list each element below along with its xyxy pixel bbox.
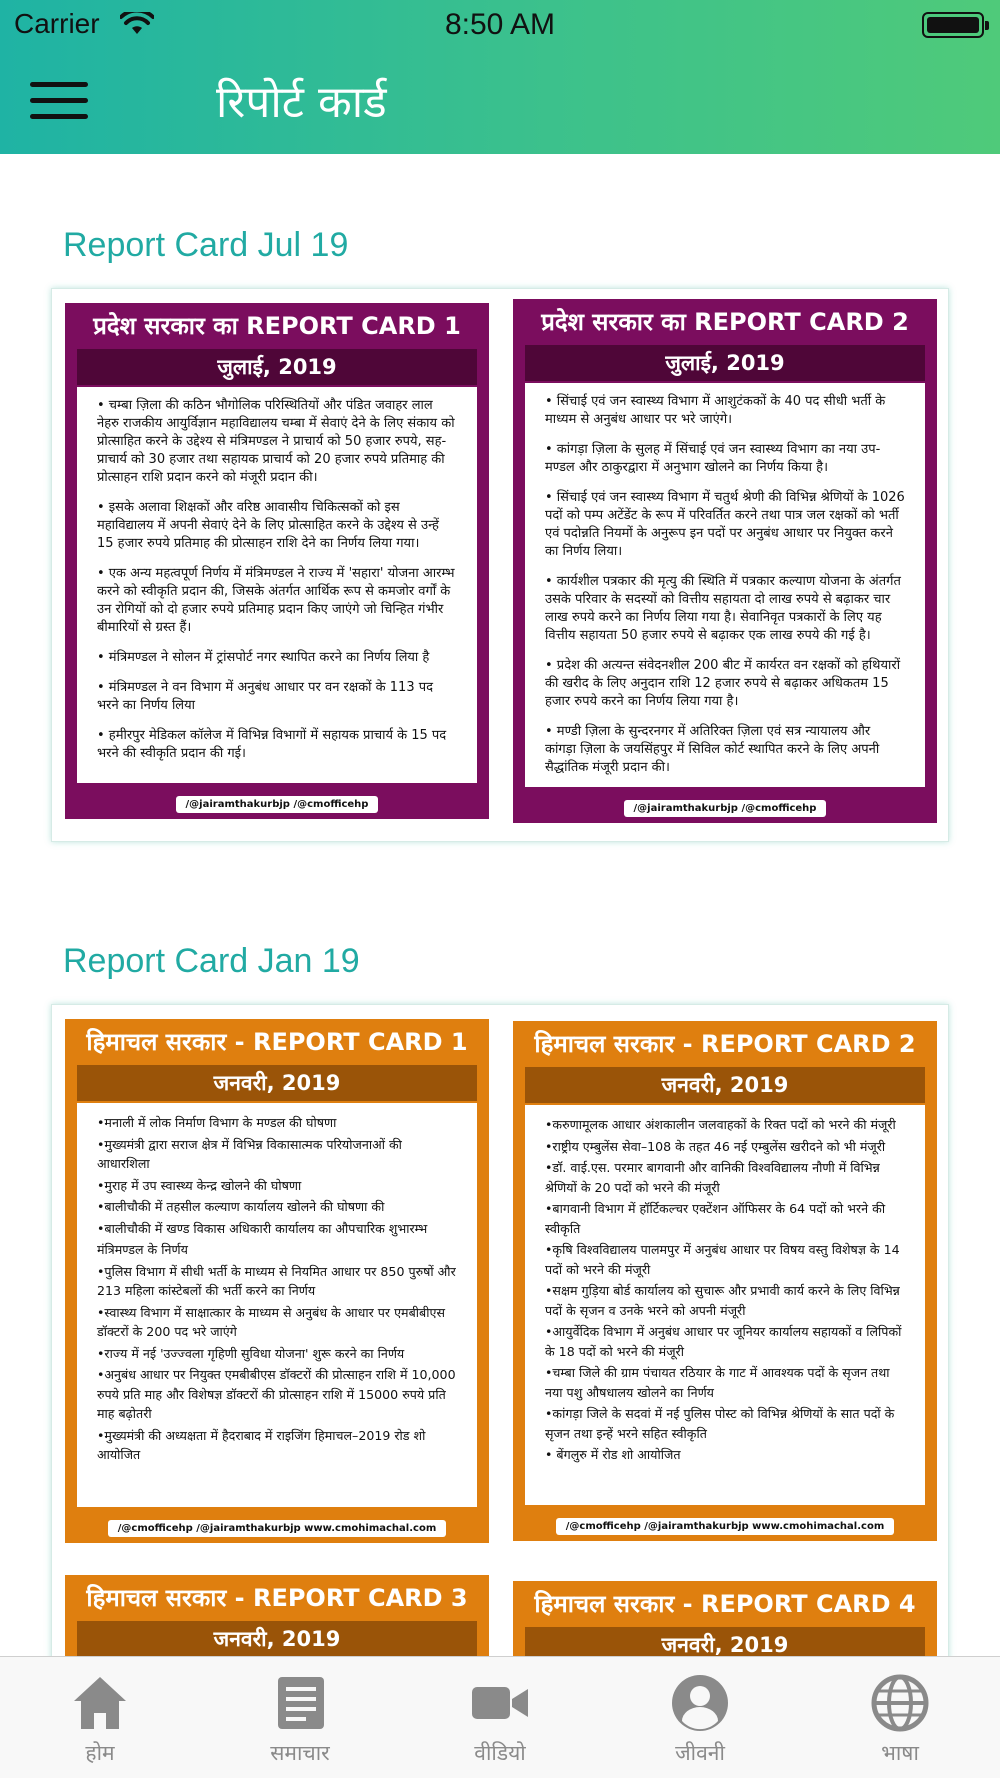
tab-label: जीवनी bbox=[675, 1741, 725, 1765]
card-item: • एक अन्य महत्वपूर्ण निर्णय में मंत्रिमण्डल ने राज्य में 'सहारा' योजना आरम्भ करने को स्वीकृति प्रदान की, जिसके अंतर्गत आर्थिक रूप से कमजोर वर्गों के उन रोगियों को दो हजार रुपये प्रतिमाह प्रदान किए जाएंगे जो चिन्हित गंभीर बीमारियों से ग्रस्त हैं। bbox=[97, 566, 455, 635]
card-item: •आयुर्वेदिक विभाग में अनुबंध आधार पर जूनियर कार्यालय सहायकों व लिपिकों के 18 पदों को भरने की मंजूरी bbox=[545, 1324, 902, 1359]
card-month: जनवरी, 2019 bbox=[525, 1067, 925, 1103]
card-item: •पुलिस विभाग में सीधी भर्ती के माध्यम से नियमित आधार पर 850 पुरुषों और 213 महिला कांस्टेबलों की भर्ती करने का निर्णय bbox=[97, 1263, 456, 1298]
card-footer bbox=[513, 1514, 937, 1535]
card-item: • चम्बा ज़िला की कठिन भौगोलिक परिस्थितियों और पंडित जवाहर लाल नेहरु राजकीय आयुर्विज्ञान महाविद्यालय चम्बा में सेवाएं देने के लिए संकाय को प्रोत्साहित करने के उद्देश्य से मंत्रिमण्डल ने प्राचार्य को 50 हजार रुपये, सह-प्राचार्य को 30 हजार तथा सहायक प्राचार्य को 20 हजार रुपये प्रतिमाह की प्रोत्साहन राशि प्रदान करने को मंजूरी प्रदान की। bbox=[97, 398, 455, 485]
report-card-thumbnail[interactable] bbox=[65, 303, 489, 819]
card-item: • मंत्रिमण्डल ने वन विभाग में अनुबंध आधार पर वन रक्षकों के 113 पद भरने का निर्णय लिया bbox=[97, 680, 434, 713]
report-card-thumbnail[interactable] bbox=[65, 1575, 489, 1656]
tab-video[interactable] bbox=[400, 1657, 600, 1778]
battery-icon bbox=[922, 12, 984, 38]
card-body bbox=[77, 1103, 477, 1507]
home-icon bbox=[70, 1673, 130, 1733]
report-card-thumbnail[interactable] bbox=[65, 1019, 489, 1543]
tab-language[interactable] bbox=[800, 1657, 1000, 1778]
card-title: हिमाचल सरकार - REPORT CARD 4 bbox=[534, 1590, 916, 1618]
card-item: • सिंचाई एवं जन स्वास्थ्य विभाग में चतुर्थ श्रेणी की विभिन्न श्रेणियों के 1026 पदों को पम्प अटेंडेंट के रूप में परिवर्तित करने तथा पात्र जल रक्षकों को भर्ती एवं पदोन्नति नियमों के अनुरूप इन पदों पर अनुबंध आधार पर नियुक्त करने का निर्णय लिया। bbox=[545, 490, 905, 559]
globe-icon bbox=[870, 1673, 930, 1733]
status-bar bbox=[0, 0, 1000, 50]
tab-label: होम bbox=[85, 1741, 115, 1765]
report-card-thumbnail[interactable] bbox=[513, 1581, 937, 1656]
bottom-tab-bar bbox=[0, 1656, 1000, 1778]
card-item: • मण्डी ज़िला के सुन्दरनगर में अतिरिक्त ज़िला एवं सत्र न्यायालय और कांगड़ा ज़िला के जयसिंहपुर में सिविल कोर्ट स्थापित करने के लिए अपनी सैद्धांतिक मंजूरी प्रदान की। bbox=[545, 724, 880, 775]
card-item: • मंत्रिमण्डल ने सोलन में ट्रांसपोर्ट नगर स्थापित करने का निर्णय लिया है bbox=[97, 650, 430, 665]
section-title: Report Card Jul 19 bbox=[63, 226, 349, 264]
card-item: • कांगड़ा ज़िला के सुलह में सिंचाई एवं जन स्वास्थ्य विभाग का नया उप-मण्डल और ठाकुरद्वारा में अनुभाग खोलने का निर्णय किया है। bbox=[545, 442, 881, 475]
card-month: जुलाई, 2019 bbox=[77, 349, 477, 385]
tab-news[interactable] bbox=[200, 1657, 400, 1778]
tab-label: समाचार bbox=[270, 1741, 330, 1765]
card-item: •मुराह में उप स्वास्थ्य केन्द्र खोलने की घोषणा bbox=[97, 1177, 302, 1193]
card-title: हिमाचल सरकार - REPORT CARD 1 bbox=[86, 1028, 468, 1056]
card-title: प्रदेश सरकार का REPORT CARD 1 bbox=[93, 312, 461, 340]
card-item: •मुख्यमंत्री की अध्यक्षता में हैदराबाद में राइजिंग हिमाचल–2019 रोड शो आयोजित bbox=[97, 1427, 426, 1462]
card-item: •कांगड़ा जिले के सदवां में नई पुलिस पोस्ट को विभिन्न श्रेणियों के सात पदों के सृजन तथा इन्हें भरने सहित स्वीकृति bbox=[545, 1406, 895, 1441]
card-body bbox=[77, 387, 477, 783]
card-month: जनवरी, 2019 bbox=[77, 1065, 477, 1101]
card-footer bbox=[513, 796, 937, 817]
report-card-thumbnail[interactable] bbox=[513, 299, 937, 823]
card-footer bbox=[65, 1516, 489, 1537]
social-handles: /@jairamthakurbjp /@cmofficehp bbox=[624, 800, 827, 817]
carrier-label: Carrier bbox=[14, 8, 100, 39]
card-item: • प्रदेश की अत्यन्त संवेदनशील 200 बीट में कार्यरत वन रक्षकों को हथियारों की खरीद के लिए अनुदान राशि 12 हजार रुपये से बढ़ाकर अधिकतम 15 हजार रुपये करने का निर्णय लिया गया है। bbox=[545, 658, 901, 709]
card-item: •कृषि विश्वविद्यालय पालमपुर में अनुबंध आधार पर विषय वस्तु विशेषज्ञ के 14 पदों को भरने की मंजूरी bbox=[545, 1242, 900, 1277]
card-item: मंत्रिमण्डल के निर्णय bbox=[97, 1242, 188, 1257]
card-item: •बालीचौकी में खण्ड विकास अधिकारी कार्यालय का औपचारिक शुभारम्भ bbox=[97, 1220, 428, 1236]
profile-icon bbox=[670, 1673, 730, 1733]
card-title: हिमाचल सरकार - REPORT CARD 3 bbox=[86, 1584, 468, 1612]
card-item: • सिंचाई एवं जन स्वास्थ्य विभाग में आशुटंककों के 40 पद सीधी भर्ती के माध्यम से अनुबंध आधार पर भरे जाएंगे। bbox=[545, 394, 886, 427]
card-month: जुलाई, 2019 bbox=[525, 345, 925, 381]
social-handles: /@jairamthakurbjp /@cmofficehp bbox=[176, 796, 379, 813]
social-handles: /@cmofficehp /@jairamthakurbjp www.cmohimachal.com bbox=[556, 1518, 894, 1535]
card-item: •राज्य में नई 'उज्ज्वला गृहिणी सुविधा योजना' शुरू करने का निर्णय bbox=[97, 1345, 405, 1361]
card-item: •करुणामूलक आधार अंशकालीन जलवाहकों के रिक्त पदों को भरने की मंजूरी bbox=[545, 1117, 896, 1132]
card-title: प्रदेश सरकार का REPORT CARD 2 bbox=[541, 308, 909, 336]
report-card-thumbnail[interactable] bbox=[513, 1021, 937, 1541]
card-item: • बेंगलुरु में रोड शो आयोजित bbox=[545, 1447, 681, 1462]
section-title: Report Card Jan 19 bbox=[63, 942, 360, 980]
report-card-list[interactable] bbox=[0, 154, 1000, 1656]
tab-label: भाषा bbox=[881, 1741, 919, 1765]
hamburger-menu-icon[interactable] bbox=[30, 78, 88, 122]
card-item: •राष्ट्रीय एम्बुलेंस सेवा–108 के तहत 46 नई एम्बुलेंस खरीदने को भी मंजूरी bbox=[545, 1138, 886, 1154]
tab-label: वीडियो bbox=[474, 1741, 526, 1765]
card-item: •बागवानी विभाग में हॉर्टिकल्चर एक्टेंशन ऑफिसर के 64 पदों को भरने की स्वीकृति bbox=[545, 1201, 886, 1236]
app-header bbox=[0, 0, 1000, 154]
card-title: हिमाचल सरकार - REPORT CARD 2 bbox=[534, 1030, 916, 1058]
card-item: •मनाली में लोक निर्माण विभाग के मण्डल की घोषणा bbox=[97, 1115, 337, 1130]
tab-biography[interactable] bbox=[600, 1657, 800, 1778]
card-item: •चम्बा जिले की ग्राम पंचायत रठियार के गाट में आवश्यक पदों के सृजन तथा नया पशु औषधालय खोलने का निर्णय bbox=[545, 1365, 890, 1400]
card-item: • कार्यशील पत्रकार की मृत्यु की स्थिति में पत्रकार कल्याण योजना के अंतर्गत उसके परिवार के सदस्यों को वित्तीय सहायता दो लाख रुपये से बढ़ाकर चार लाख रुपये करने का निर्णय लिया गया है। सेवानिवृत पत्रकारों के लिए यह वित्तीय सहायता 50 हजार रुपये से बढ़ाकर एक लाख रुपये की गई है। bbox=[545, 574, 901, 643]
card-body bbox=[525, 383, 925, 787]
report-card-gallery bbox=[51, 288, 949, 842]
card-item: •बालीचौकी में तहसील कल्याण कार्यालय खोलने की घोषणा की bbox=[97, 1199, 385, 1214]
news-icon bbox=[270, 1673, 330, 1733]
card-item: •सक्षम गुड़िया बोर्ड कार्यालय को सुचारू और प्रभावी कार्य करने के लिए विभिन्न पदों के सृजन व उनके भरने को अपनी मंजूरी bbox=[545, 1283, 900, 1318]
status-time: 8:50 AM bbox=[444, 8, 556, 41]
video-icon bbox=[470, 1673, 530, 1733]
card-month: जनवरी, 2019 bbox=[525, 1627, 925, 1656]
card-item: •अनुबंध आधार पर नियुक्त एमबीबीएस डॉक्टरों की प्रोत्साहन राशि में 10,000 रुपये प्रति माह और विशेषज्ञ डॉक्टरों की प्रोत्साहन राशि में 15000 रुपये प्रति माह बढ़ोतरी bbox=[97, 1367, 456, 1421]
card-item: •स्वास्थ्य विभाग में साक्षात्कार के माध्यम से अनुबंध के आधार पर एमबीबीएस डॉक्टरों के 200 पद भरे जाएंगे bbox=[97, 1304, 445, 1339]
card-body bbox=[525, 1105, 925, 1505]
card-item: •मुख्यमंत्री द्वारा सराज क्षेत्र में विभिन्न विकासात्मक परियोजनाओं की आधारशिला bbox=[97, 1136, 402, 1171]
card-footer bbox=[65, 792, 489, 813]
page-title: रिपोर्ट कार्ड bbox=[216, 77, 387, 128]
card-item: •डॉ. वाई.एस. परमार बागवानी और वानिकी विश्वविद्यालय नौणी में विभिन्न श्रेणियों के 20 पदों को भरने की मंजूरी bbox=[545, 1160, 880, 1195]
card-month: जनवरी, 2019 bbox=[77, 1621, 477, 1656]
social-handles: /@cmofficehp /@jairamthakurbjp www.cmohimachal.com bbox=[108, 1520, 446, 1537]
card-item: • इसके अलावा शिक्षकों और वरिष्ठ आवासीय चिकित्सकों को इस महाविद्यालय में अपनी सेवाएं देने के लिए प्रोत्साहित करने के उद्देश्य से उन्हें 15 हजार रुपये प्रतिमाह की प्रोत्साहन राशि देने का निर्णय लिया गया। bbox=[97, 500, 439, 551]
report-card-gallery bbox=[51, 1004, 949, 1656]
card-item: • हमीरपुर मेडिकल कॉलेज में विभिन्न विभागों में सहायक प्राचार्य के 15 पद भरने की स्वीकृति प्रदान की गई। bbox=[97, 728, 447, 761]
tab-home[interactable] bbox=[0, 1657, 200, 1778]
